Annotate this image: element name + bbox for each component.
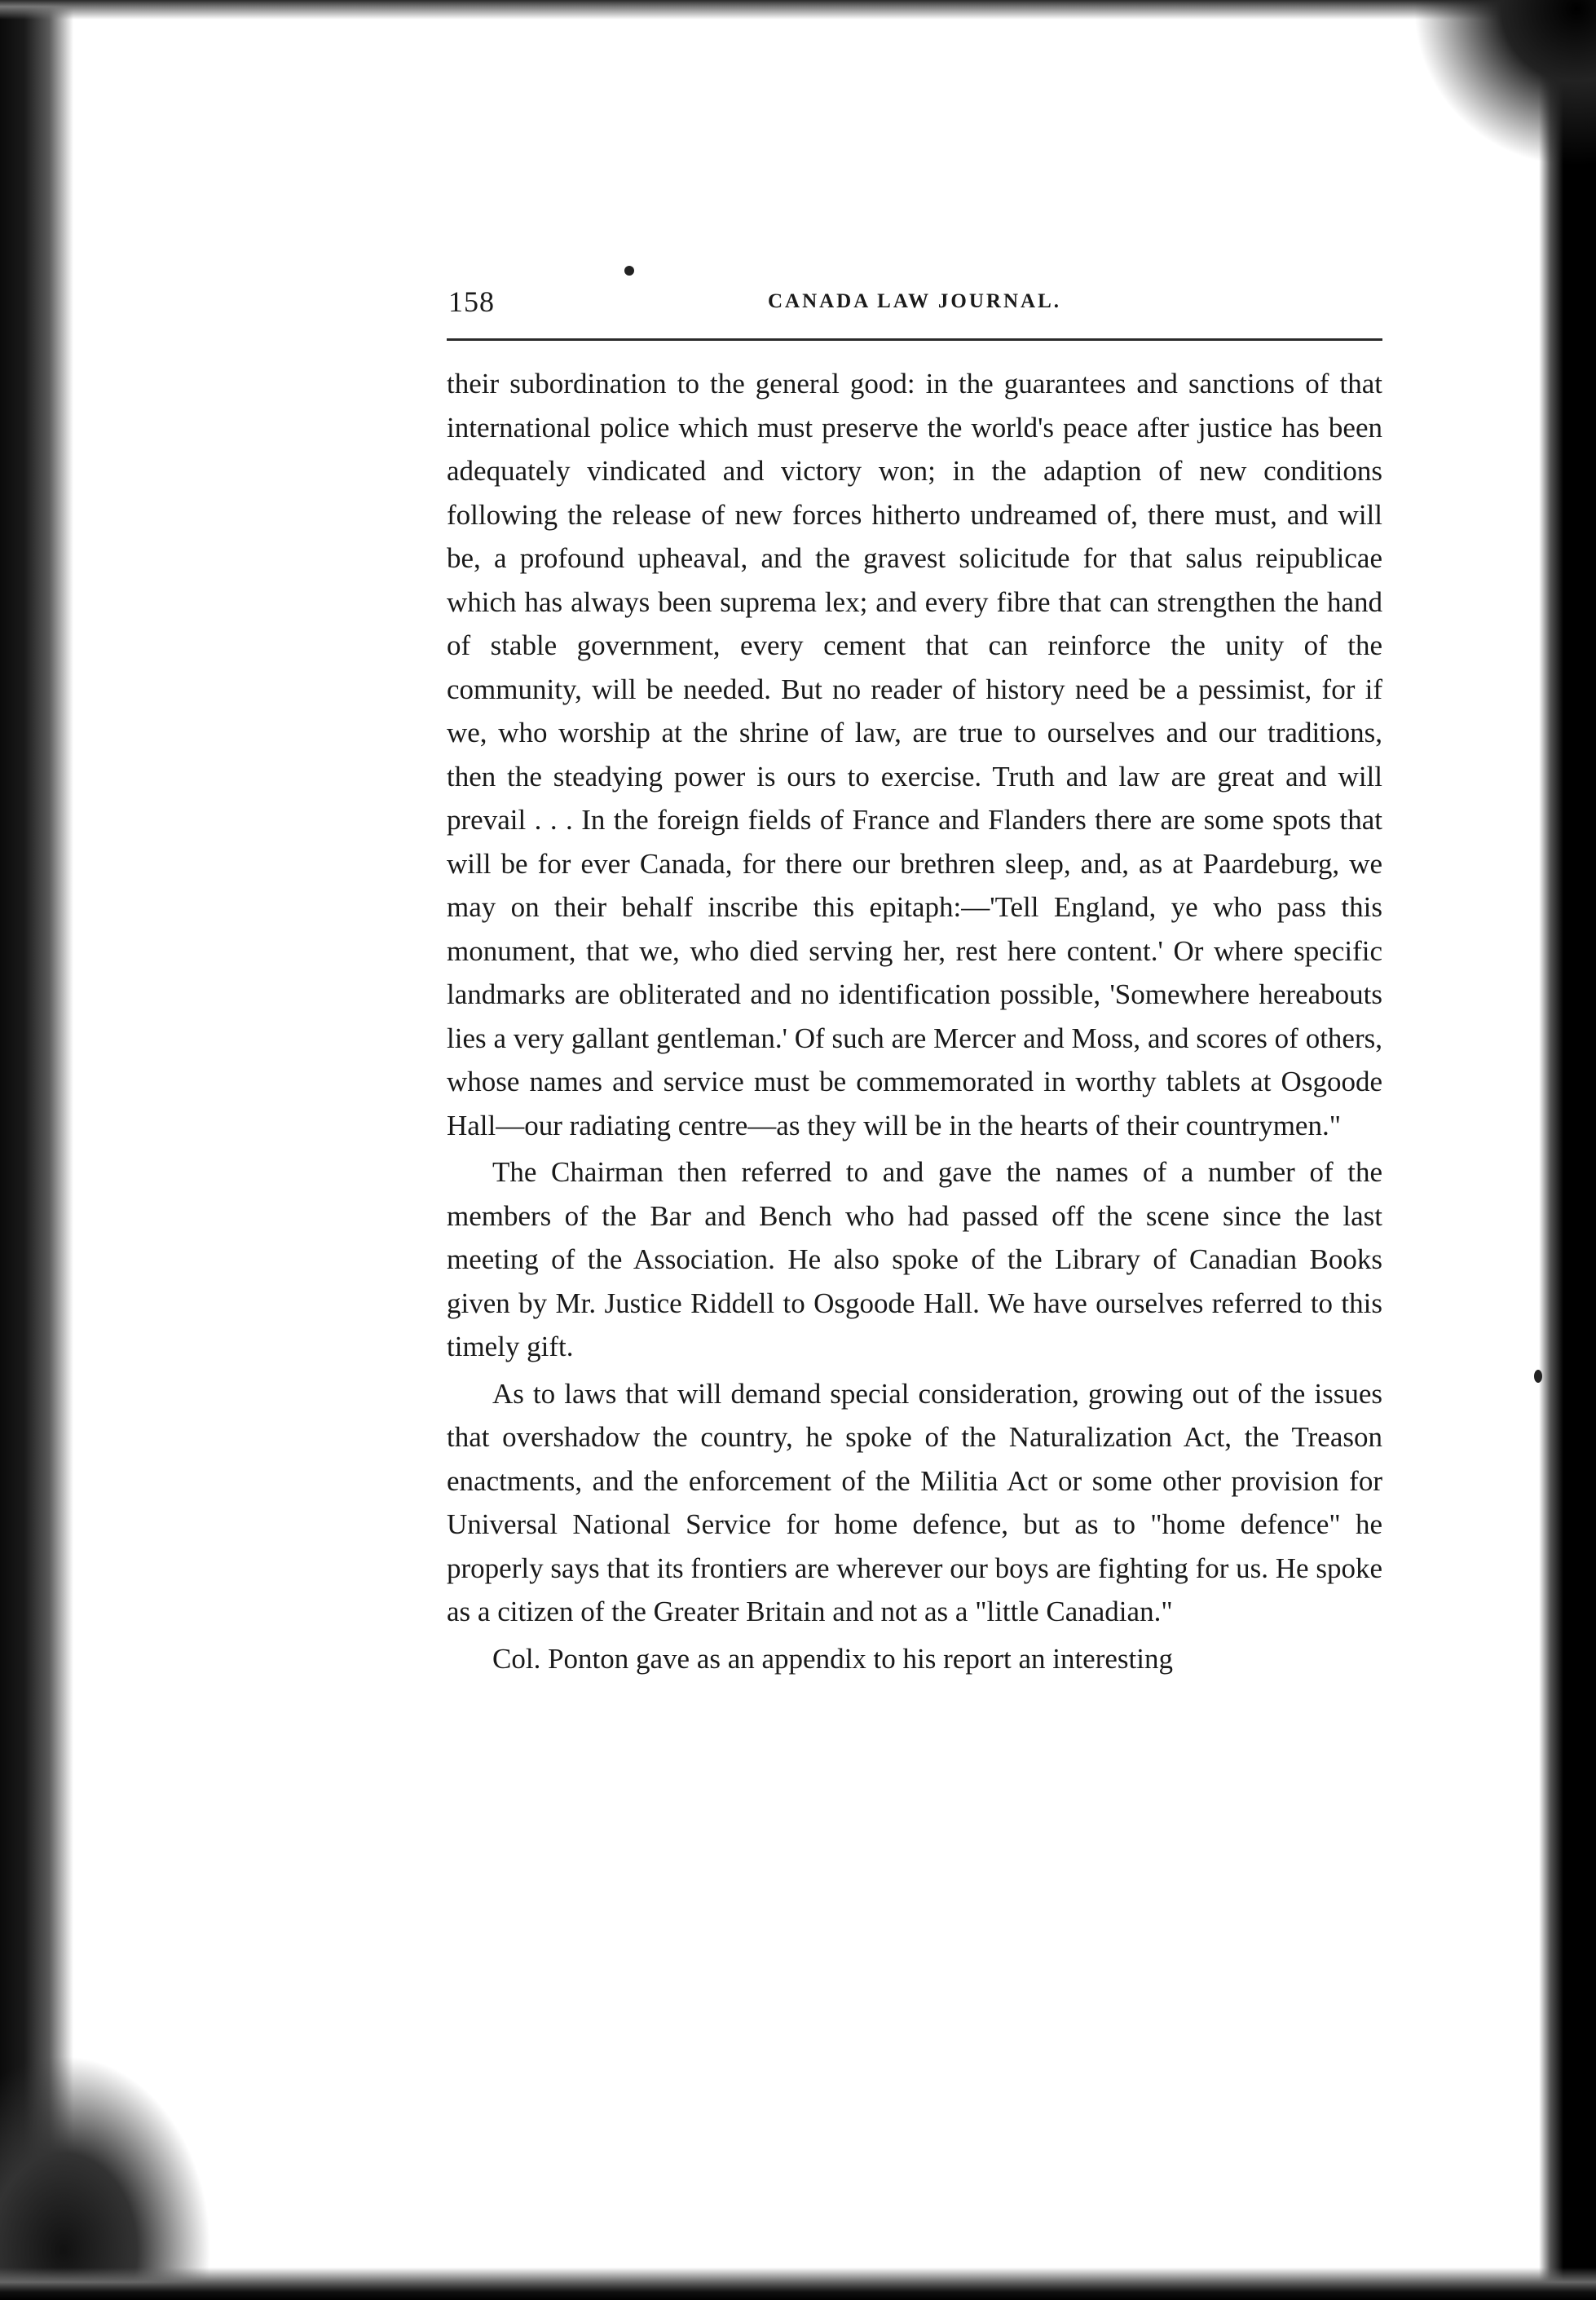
paragraph: their subordination to the general good: in the guarantees and sanctions of that international police which must preserve the world's peace after justice has been adequately vindicated and victory won; in the adaption of new conditions following the release of new forces hitherto undreamed of, there must, and will be, a profound upheaval, and the gravest solicitude for that salus reipublicae which has always been suprema lex; and every fibre that can strengthen the hand of stable government, every cement that can reinforce the unity of the community, will be needed. But no reader of history need be a pessimist, for if we, who worship at the shrine of law, are true to ourselves and our traditions, then the steadying power is ours to exercise. Truth and law are great and will prevail . . . In the foreign fields of France and Flanders there are some spots that will be for ever Canada, for there our brethren sleep, and, as at Paardeburg, we may on their behalf inscribe this epitaph:—'Tell England, ye who pass this monument, that we, who died serving her, rest here content.' Or where specific landmarks are obliterated and no identification possible, 'Somewhere hereabouts lies a very gallant gentleman.' Of such are Mercer and Moss, and scores of others, whose names and service must be commemorated in worthy tablets at Osgoode Hall—our radiating centre—as they will be in the hearts of their countrymen.": [447, 368, 1382, 1141]
scan-stain-top-right: [1400, 0, 1596, 179]
running-head: [447, 281, 1382, 322]
scan-edge-right: [1539, 0, 1596, 2300]
header-rule: [447, 338, 1382, 341]
scan-speck: [624, 266, 634, 276]
body-text: [447, 362, 1382, 1680]
paragraph: The Chairman then referred to and gave the names of a number of the members of the Bar and Bench who had passed off the scene since the last meeting of the Association. He also spoke of the Library of Canadian Books given by Mr. Justice Riddell to Osgoode Hall. We have ourselves referred to this timely gift.: [447, 1156, 1382, 1362]
paragraph: As to laws that will demand special consideration, growing out of the issues that overshadow the country, he spoke of the Naturalization Act, the Treason enactments, and the enforcement of the Militia Act or some other provision for Universal National Service for home defence, but as to "home defence" he properly says that its frontiers are wherever our boys are fighting for us. He spoke as a citizen of the Greater Britain and not as a "little Canadian.": [447, 1377, 1382, 1627]
scan-stain-bottom-left: [0, 2055, 212, 2299]
scan-edge-bottom: [0, 2267, 1596, 2300]
scan-edge-top: [0, 0, 1596, 20]
paragraph: Col. Ponton gave as an appendix to his report an interesting: [492, 1642, 1173, 1675]
scan-edge-left: [0, 0, 73, 2300]
journal-title: CANADA LAW JOURNAL.: [767, 290, 1062, 312]
document-page: [447, 281, 1382, 1680]
page-number: 158: [448, 285, 495, 318]
scan-speck: [1534, 1370, 1542, 1383]
